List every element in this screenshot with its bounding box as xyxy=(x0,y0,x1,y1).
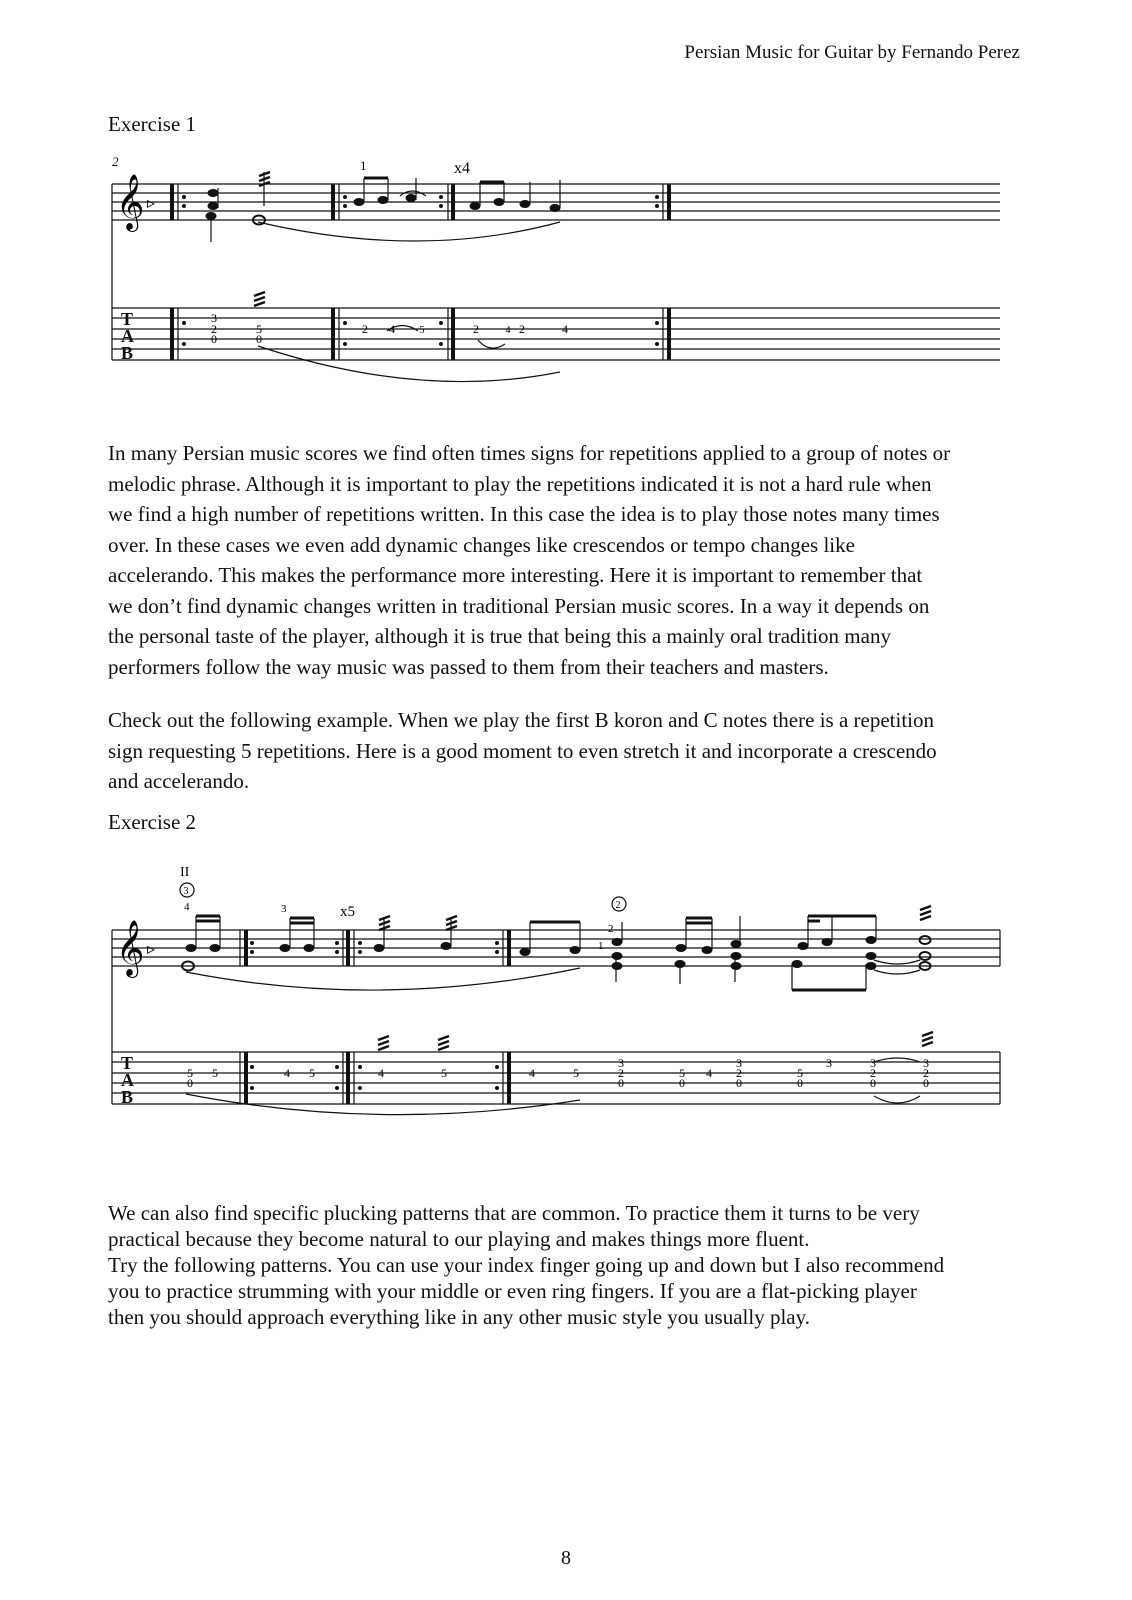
finger-number: 1 xyxy=(598,940,604,952)
tab-number: 0 xyxy=(211,332,217,346)
repeat-count: x4 xyxy=(454,160,470,177)
tab-number: 0 xyxy=(679,1076,685,1090)
text-line: we find a high number of repetitions written. In this case the idea is to play those notes many times xyxy=(108,502,940,526)
exercise-2-score xyxy=(0,860,1132,1130)
exercise-1-score xyxy=(0,150,1132,390)
text-line: Try the following patterns. You can use your index finger going up and down but I also recommend xyxy=(108,1253,945,1277)
tab-number: 3 xyxy=(736,1056,742,1070)
tab-number: 2 xyxy=(519,322,525,336)
tab-number: 3 xyxy=(211,311,217,325)
tab-number: 2 xyxy=(618,1066,624,1080)
tab-number: 2 xyxy=(736,1066,742,1080)
tab-letter-t: T xyxy=(121,309,134,329)
svg-text:▹: ▹ xyxy=(147,195,156,212)
tab-number: 3 xyxy=(826,1056,832,1070)
text-line: melodic phrase. Although it is important to play the repetitions indicated it is not a hard rule when xyxy=(108,471,932,496)
tab-number: 2 xyxy=(473,322,479,336)
repeat-count: x5 xyxy=(340,904,355,920)
tab-number: 5 xyxy=(797,1066,803,1080)
tab-number: 3 xyxy=(870,1056,876,1070)
text-line: Check out the following example. When we play the first B koron and C notes there is a repetition xyxy=(108,708,934,732)
tab-number: 0 xyxy=(618,1076,624,1090)
tab-number: 4 xyxy=(505,325,511,336)
tab-number: 5 xyxy=(573,1066,579,1080)
text-line: over. In these cases we even add dynamic changes like crescendos or tempo changes like xyxy=(108,532,855,557)
tab-number: 4 xyxy=(284,1066,290,1080)
tab-number: 0 xyxy=(870,1076,876,1090)
text-line: and accelerando. xyxy=(108,769,250,793)
exercise-2-label: Exercise 2 xyxy=(108,810,197,834)
tab-number: 0 xyxy=(736,1076,742,1090)
finger-number: 1 xyxy=(360,158,367,173)
tab-letter-b: B xyxy=(121,343,134,363)
tab-number: 5 xyxy=(187,1066,193,1080)
tab-number: 2 xyxy=(923,1066,929,1080)
text-line: We can also find specific plucking patterns that are common. To practice them it turns to be very xyxy=(108,1201,920,1225)
tab-number: 4 xyxy=(562,322,568,336)
tab-number: 5 xyxy=(256,322,262,336)
text-line: you to practice strumming with your middle or even ring fingers. If you are a flat-picking player xyxy=(108,1279,917,1303)
string-mark: 2 xyxy=(615,900,621,911)
tab-number: 5 xyxy=(419,325,425,336)
tab-letter-a: A xyxy=(121,1070,134,1090)
page-number: 8 xyxy=(561,1547,571,1569)
finger-number: 2 xyxy=(608,923,614,935)
tab-number: 0 xyxy=(256,332,262,346)
tab-number: 4 xyxy=(529,1066,535,1080)
position-mark: II xyxy=(180,865,190,880)
tab-number: 2 xyxy=(211,322,217,336)
tab-number: 5 xyxy=(441,1066,447,1080)
paragraph-repetitions xyxy=(108,438,1038,682)
paragraph-plucking-patterns xyxy=(108,1200,1038,1330)
tab-letter-a: A xyxy=(121,326,134,346)
tab-number: 0 xyxy=(797,1076,803,1090)
tab-number: 4 xyxy=(389,322,395,336)
tab-number: 2 xyxy=(870,1066,876,1080)
text-line: performers follow the way music was passed to them from their teachers and masters. xyxy=(108,654,829,679)
tab-number: 2 xyxy=(362,322,368,336)
text-line: sign requesting 5 repetitions. Here is a good moment to even stretch it and incorporate a crescendo xyxy=(108,738,937,763)
svg-text:▹: ▹ xyxy=(147,941,156,958)
string-mark: 3 xyxy=(183,886,189,897)
text-line: In many Persian music scores we find often times signs for repetitions applied to a group of notes or xyxy=(108,441,951,465)
tab-number: 3 xyxy=(923,1056,929,1070)
finger-number: 4 xyxy=(184,901,190,913)
text-line: then you should approach everything like in any other music style you usually play. xyxy=(108,1305,810,1329)
text-line: accelerando. This makes the performance more interesting. Here it is important to remember that xyxy=(108,563,923,587)
text-line: the personal taste of the player, although it is true that being this a mainly oral tradition many xyxy=(108,624,891,648)
paragraph-example-intro xyxy=(108,705,1038,797)
text-line: practical because they become natural to our playing and makes things more fluent. xyxy=(108,1227,810,1251)
finger-number: 3 xyxy=(281,903,287,915)
treble-clef-icon: 𝄞 xyxy=(116,922,145,975)
tab-number: 5 xyxy=(309,1066,315,1080)
exercise-1-label: Exercise 1 xyxy=(108,112,197,136)
treble-clef-icon: 𝄞 xyxy=(116,176,145,229)
tab-letter-b: B xyxy=(121,1087,134,1107)
measure-number: 2 xyxy=(112,154,119,169)
tab-number: 4 xyxy=(706,1066,712,1080)
tab-number: 5 xyxy=(679,1066,685,1080)
tab-number: 4 xyxy=(378,1066,384,1080)
running-header: Persian Music for Guitar by Fernando Perez xyxy=(684,42,1020,63)
tab-number: 5 xyxy=(212,1066,218,1080)
tab-number: 0 xyxy=(923,1076,929,1090)
tab-number: 3 xyxy=(618,1056,624,1070)
text-line: we don’t find dynamic changes written in traditional Persian music scores. In a way it depends on xyxy=(108,593,930,618)
tab-letter-t: T xyxy=(121,1053,134,1073)
tab-number: 0 xyxy=(187,1076,193,1090)
